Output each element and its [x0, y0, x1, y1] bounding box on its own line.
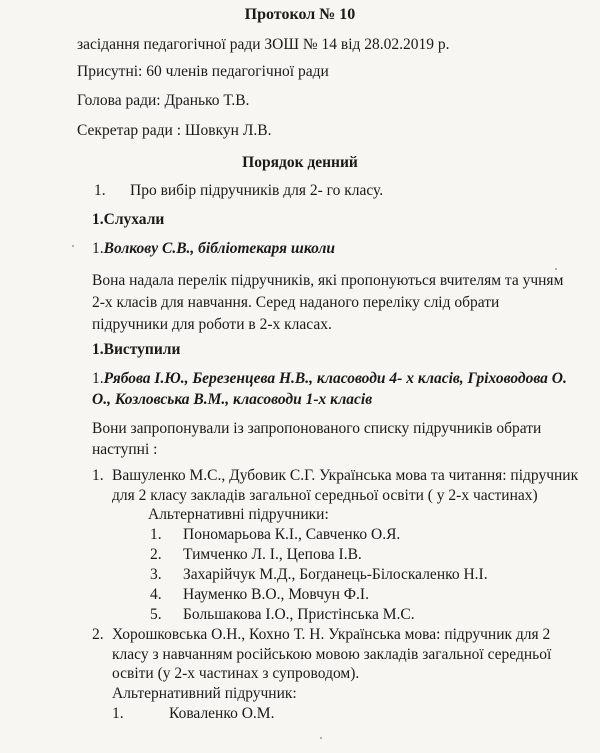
book-2-line2: класу з навчанням російською мовою закладів загальної середньої	[112, 646, 552, 663]
spoke-speakers-names: Рябова І.Ю., Березенцева Н.В., класоводи 4- х класів, Гріховодова О.	[103, 370, 567, 387]
book-1-number: 1.	[92, 467, 104, 484]
book-1-alt-1-number: 1.	[150, 526, 162, 543]
spoke-speakers-prefix: 1.	[92, 370, 104, 387]
book-2-line3: освіти (у 2-х частинах з супроводом).	[112, 665, 360, 682]
present-line: Присутні: 60 членів педагогічної ради	[77, 63, 329, 80]
book-1-alt-4-name: Науменко В.О., Мовчун Ф.І.	[183, 586, 369, 603]
book-1-alt-5-number: 5.	[150, 606, 162, 623]
protocol-title: Протокол № 10	[244, 6, 356, 23]
spoke-heading: 1.Виступили	[92, 341, 181, 358]
agenda-title: Порядок денний	[242, 154, 358, 171]
book-1-alt-2-name: Тимченко Л. І., Цепова І.В.	[183, 546, 362, 563]
book-1-alternatives-label: Альтернативні підручники:	[148, 506, 329, 523]
heard-speaker	[92, 238, 335, 259]
meeting-line: засідання педагогічної ради ЗОШ № 14 від 28.02.2019 р.	[77, 36, 450, 53]
secretary-line: Секретар ради : Шовкун Л.В.	[77, 122, 272, 139]
proposal-line2: наступні :	[92, 441, 158, 458]
book-1-line2: для 2 класу закладів загальної середньої освіти ( у 2-х частинах)	[112, 487, 538, 504]
book-2-alt-1-number: 1.	[112, 705, 124, 722]
book-2-alternatives-label: Альтернативний підручник:	[112, 685, 297, 702]
book-1-alt-1-name: Пономарьова К.І., Савченко О.Я.	[183, 526, 401, 543]
spoke-speakers-line2: О., Козловська В.М., класоводи 1-х класів	[92, 391, 373, 408]
book-1-alt-2-number: 2.	[150, 546, 162, 563]
scan-speck	[72, 245, 74, 247]
book-1-alt-5-name: Большакова І.О., Пристінська М.С.	[183, 606, 415, 623]
agenda-item-number: 1.	[94, 182, 106, 199]
book-2-number: 2.	[92, 626, 104, 643]
book-1-alt-3-name: Захарійчук М.Д., Богданець-Білоскаленко Н.І.	[183, 566, 488, 583]
scan-speck	[320, 737, 322, 739]
heard-paragraph: Вона надала перелік підручників, які пропонуються вчителям та учням 2-х класів для навчання. Серед наданого переліку слід обрати підручники для роботи в 2-х класах.	[92, 272, 564, 333]
book-2-alt-1-name: Коваленко О.М.	[169, 705, 275, 722]
book-1-line1: Вашуленко М.С., Дубовик С.Г. Українська мова та читання: підручник	[112, 467, 579, 484]
scan-speck	[555, 268, 557, 270]
agenda-item-text: Про вибір підручників для 2- го класу.	[130, 182, 384, 199]
book-1-alt-4-number: 4.	[150, 586, 162, 603]
spoke-speakers-line1	[92, 368, 567, 389]
heard-speaker-name: Волкову С.В., бібліотекаря школи	[103, 240, 336, 257]
book-1-alt-3-number: 3.	[150, 566, 162, 583]
chair-line: Голова ради: Дранько Т.В.	[77, 92, 250, 109]
heard-speaker-prefix: 1.	[92, 240, 104, 257]
heard-heading: 1.Слухали	[92, 211, 165, 228]
book-2-line1: Хорошковська О.Н., Кохно Т. Н. Українська мова: підручник для 2	[112, 626, 551, 643]
proposal-line1: Вони запропонували із запропонованого списку підручників обрати	[92, 420, 542, 437]
